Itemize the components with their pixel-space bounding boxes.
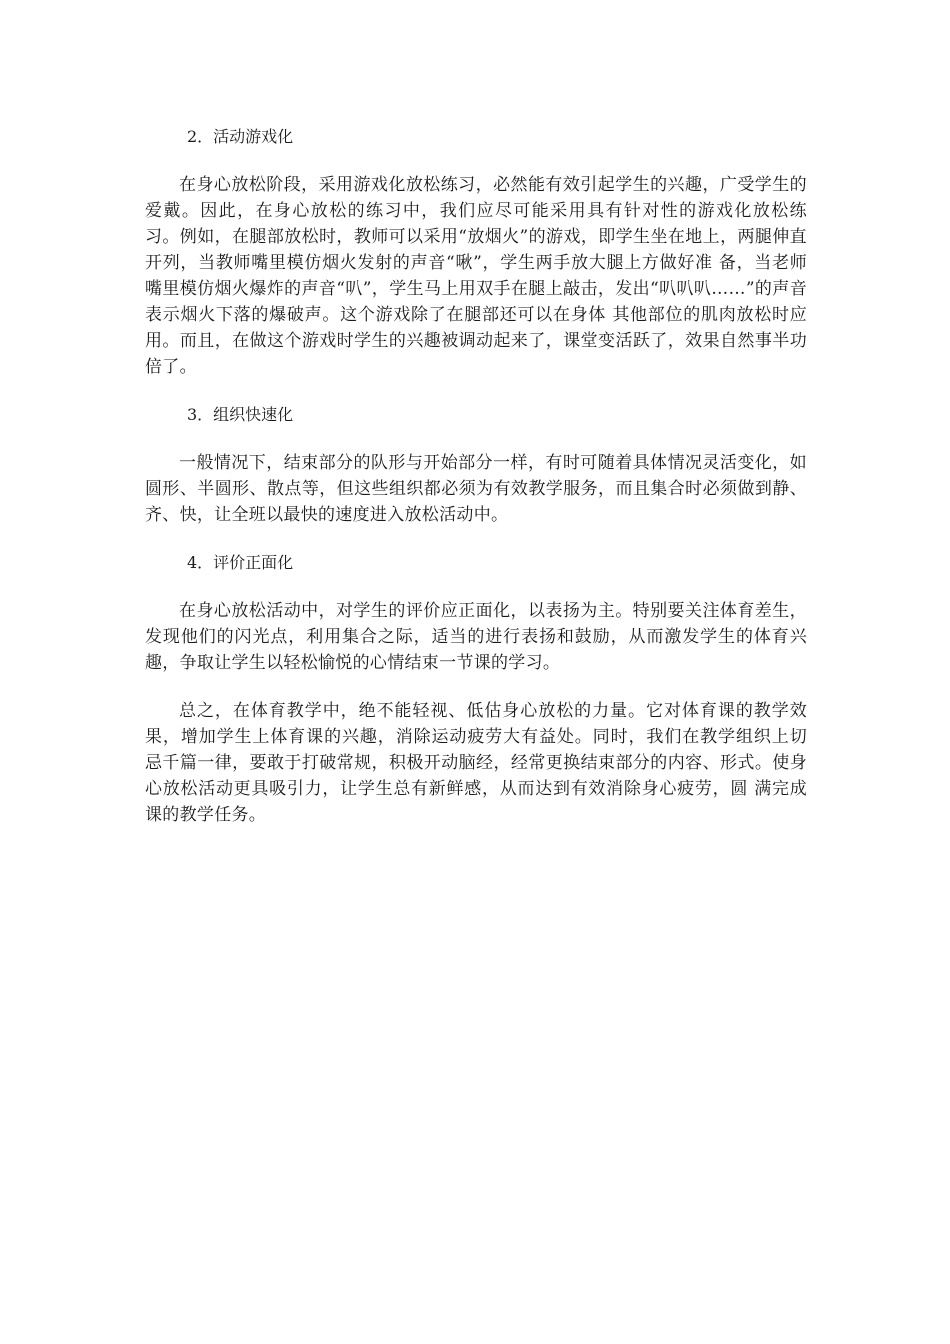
spacer: [145, 676, 807, 698]
document-body: [145, 124, 807, 828]
spacer: [145, 380, 807, 402]
section-paragraph-positive-evaluation: 在身心放松活动中，对学生的评价应正面化，以表扬为主。特别要关注体育差生，发现他们的闪光点，利用集合之际，适当的进行表扬和鼓励，从而激发学生的体育兴趣，争取让学生以轻松愉悦的心情结束一节课的学习。: [145, 601, 807, 673]
spacer: [145, 576, 807, 598]
conclusion-paragraph: 总之，在体育教学中，绝不能轻视、低估身心放松的力量。它对体育课的教学效果，增加学生上体育课的兴趣，消除运动疲劳大有益处。同时，我们在教学组织上切 忌千篇一律，要敢于打破常规，积极开动脑经，经常更换结束部分的内容、形式。使身心放松活动更具吸引力，让学生总有新鲜感，从而达到有效消除身心疲劳，圆 满完成课的教学任务。: [145, 701, 807, 825]
section-paragraph-organization-speed: 一般情况下，结束部分的队形与开始部分一样，有时可随着具体情况灵活变化，如圆形、半圆形、散点等，但这些组织都必须为有效教学服务，而且集合时必须做到静、齐、快，让全班以最快的速度进入放松活动中。: [145, 453, 807, 525]
spacer: [145, 428, 807, 450]
section-heading-activity-gamification: 2．活动游戏化: [187, 127, 294, 146]
section-heading-positive-evaluation: 4．评价正面化: [187, 553, 294, 572]
spacer: [145, 150, 807, 172]
spacer: [145, 528, 807, 550]
section-paragraph-activity-gamification: 在身心放松阶段，采用游戏化放松练习，必然能有效引起学生的兴趣，广受学生的爱戴。因此，在身心放松的练习中，我们应尽可能采用具有针对性的游戏化放松练 习。例如，在腿部放松时，教师可以采用“放烟火”的游戏，即学生坐在地上，两腿伸直开列，当教师嘴里模仿烟火发射的声音“啾”，学生两手放大腿上方做好准 备，当老师嘴里模仿烟火爆炸的声音“叭”，学生马上用双手在腿上敲击，发出“叭叭叭……”的声音表示烟火下落的爆破声。这个游戏除了在腿部还可以在身体 其他部位的肌肉放松时应用。而且，在做这个游戏时学生的兴趣被调动起来了，课堂变活跃了，效果自然事半功倍了。: [145, 175, 807, 377]
section-heading-organization-speed: 3．组织快速化: [187, 405, 294, 424]
